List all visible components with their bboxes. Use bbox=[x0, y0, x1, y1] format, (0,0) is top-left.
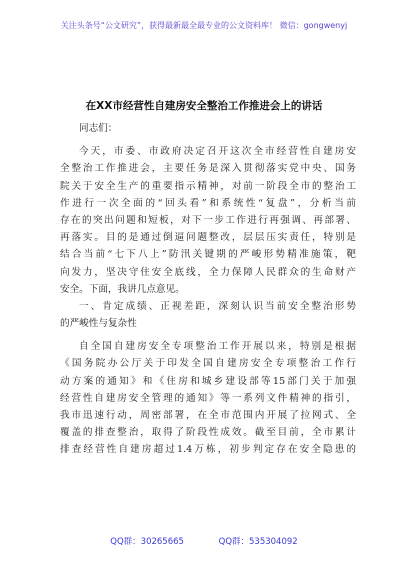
heading-line: 的严峻性与复杂性 bbox=[60, 318, 137, 330]
paragraph-line: 动方案的通知》和《住房和城乡建设部等15部门关于加强 bbox=[60, 375, 356, 387]
document-title: 在XX市经营性自建房安全整治工作推进会上的讲话 bbox=[85, 100, 323, 112]
paragraph-line: 再落实。目的是通过倒逼问题整改，层层压实责任，特别是 bbox=[60, 232, 356, 244]
footer-qq-group-1: QQ群：30265665 bbox=[110, 537, 184, 547]
paragraph-line: 排查经营性自建房超过1.4万栋，初步判定存在安全隐患的 bbox=[60, 444, 356, 456]
paragraph-line: 院关于安全生产的重要指示精神，对前一阶段全市的整治工 bbox=[60, 180, 356, 192]
paragraph-line: 作进行一次全面的“回头看”和系统性“复盘”，分析当前 bbox=[60, 197, 356, 209]
paragraph-line: 自全国自建房安全专项整治工作开展以来，特别是根据 bbox=[79, 341, 356, 353]
paragraph-line: 安全。下面，我讲几点意见。 bbox=[60, 283, 185, 295]
footer-contact bbox=[0, 535, 408, 547]
paragraph-line: 覆盖的排查整治，取得了阶段性成效。截至目前，全市累计 bbox=[60, 427, 356, 439]
heading-line: 一、肯定成绩、正视差距，深刻认识当前安全整治形势 bbox=[79, 300, 356, 312]
paragraph-line: 存在的突出问题和短板，对下一步工作进行再强调、再部署、 bbox=[60, 214, 356, 226]
paragraph-line: 《国务院办公厅关于印发全国自建房安全专项整治工作行 bbox=[60, 358, 356, 370]
paragraph-line: 我市迅速行动，周密部署，在全市范围内开展了拉网式、全 bbox=[60, 410, 356, 421]
paragraph-line: 经营性自建房安全管理的通知》等一系列文件精神的指引， bbox=[60, 392, 356, 404]
paragraph-line: 向发力，坚决守住安全底线，全力保障人民群众的生命财产 bbox=[60, 266, 356, 278]
footer-qq-group-2: QQ群：535304092 bbox=[218, 537, 298, 547]
salutation: 同志们： bbox=[79, 123, 118, 134]
paragraph-2 bbox=[60, 338, 356, 458]
header-note: 关注头条号“公文研究”，获得最新最全最专业的公文资料库！ 微信：gongwenyj bbox=[60, 21, 348, 30]
paragraph-line: 结合当前“七下八上”防汛关键期的严峻形势精准施策，靶 bbox=[60, 249, 356, 261]
paragraph-1 bbox=[60, 143, 356, 298]
document-body bbox=[60, 120, 356, 459]
paragraph-line: 全整治工作推进会，主要任务是深入贯彻落实党中央、国务 bbox=[60, 163, 356, 175]
paragraph-line: 今天，市委、市政府决定召开这次全市经营性自建房安 bbox=[79, 146, 356, 158]
section-heading-1 bbox=[60, 298, 356, 332]
